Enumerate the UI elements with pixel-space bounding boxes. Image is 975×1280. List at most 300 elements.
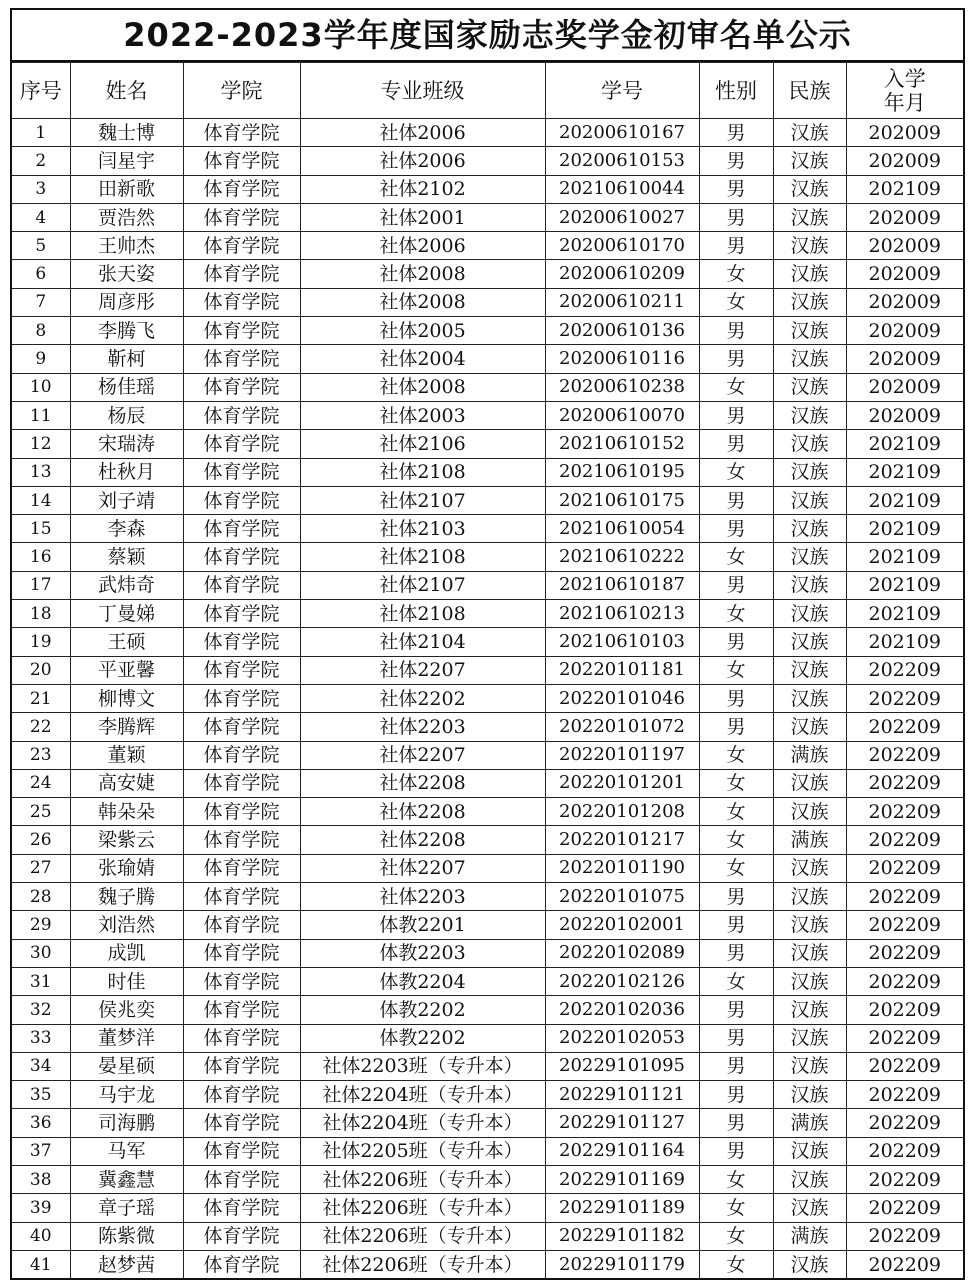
- cell-enroll-date: 202209: [846, 684, 963, 712]
- cell-college: 体育学院: [183, 288, 300, 316]
- table-row: [12, 600, 963, 628]
- cell-no: 29: [12, 911, 70, 939]
- cell-student-id: 20220102089: [545, 939, 699, 967]
- cell-college: 体育学院: [183, 826, 300, 854]
- table-body: [12, 119, 963, 1279]
- cell-enroll-date: 202209: [846, 911, 963, 939]
- cell-ethnicity: 汉族: [773, 798, 846, 826]
- cell-no: 25: [12, 798, 70, 826]
- cell-college: 体育学院: [183, 883, 300, 911]
- cell-gender: 男: [699, 401, 773, 429]
- table-row: [12, 515, 963, 543]
- cell-student-id: 20229101179: [545, 1250, 699, 1278]
- cell-name: 董颖: [70, 741, 183, 769]
- cell-enroll-date: 202109: [846, 543, 963, 571]
- cell-college: 体育学院: [183, 939, 300, 967]
- header-enroll-line1: 入学: [883, 66, 926, 91]
- cell-ethnicity: 满族: [773, 1222, 846, 1250]
- cell-enroll-date: 202009: [846, 203, 963, 231]
- cell-college: 体育学院: [183, 345, 300, 373]
- cell-no: 27: [12, 854, 70, 882]
- cell-ethnicity: 汉族: [773, 571, 846, 599]
- cell-gender: 女: [699, 1222, 773, 1250]
- cell-college: 体育学院: [183, 119, 300, 147]
- cell-name: 武炜奇: [70, 571, 183, 599]
- cell-gender: 女: [699, 656, 773, 684]
- cell-enroll-date: 202209: [846, 1024, 963, 1052]
- table-row: [12, 967, 963, 995]
- table-row: [12, 486, 963, 514]
- cell-no: 2: [12, 147, 70, 175]
- cell-name: 司海鹏: [70, 1109, 183, 1137]
- cell-college: 体育学院: [183, 401, 300, 429]
- cell-gender: 男: [699, 996, 773, 1024]
- cell-no: 5: [12, 232, 70, 260]
- cell-no: 36: [12, 1109, 70, 1137]
- cell-college: 体育学院: [183, 911, 300, 939]
- cell-name: 刘子靖: [70, 486, 183, 514]
- cell-student-id: 20220101072: [545, 713, 699, 741]
- cell-major-class: 体教2201: [300, 911, 545, 939]
- cell-major-class: 社体2107: [300, 571, 545, 599]
- cell-ethnicity: 汉族: [773, 600, 846, 628]
- table-row: [12, 119, 963, 147]
- cell-name: 闫星宇: [70, 147, 183, 175]
- cell-name: 杨佳瑶: [70, 373, 183, 401]
- cell-gender: 女: [699, 1194, 773, 1222]
- cell-gender: 男: [699, 1137, 773, 1165]
- cell-student-id: 20220101181: [545, 656, 699, 684]
- cell-student-id: 20210610187: [545, 571, 699, 599]
- cell-no: 14: [12, 486, 70, 514]
- cell-major-class: 社体2008: [300, 260, 545, 288]
- table-row: [12, 798, 963, 826]
- cell-name: 周彦彤: [70, 288, 183, 316]
- cell-college: 体育学院: [183, 317, 300, 345]
- cell-major-class: 社体2206班（专升本）: [300, 1165, 545, 1193]
- cell-student-id: 20200610167: [545, 119, 699, 147]
- cell-gender: 男: [699, 203, 773, 231]
- cell-student-id: 20210610195: [545, 458, 699, 486]
- cell-no: 12: [12, 430, 70, 458]
- cell-student-id: 20210610213: [545, 600, 699, 628]
- header-gender: 性别: [699, 63, 773, 119]
- table-row: [12, 883, 963, 911]
- cell-enroll-date: 202109: [846, 628, 963, 656]
- cell-name: 张瑜婧: [70, 854, 183, 882]
- cell-college: 体育学院: [183, 798, 300, 826]
- header-student-id: 学号: [545, 63, 699, 119]
- cell-student-id: 20220101217: [545, 826, 699, 854]
- cell-student-id: 20210610175: [545, 486, 699, 514]
- cell-gender: 男: [699, 713, 773, 741]
- cell-no: 24: [12, 769, 70, 797]
- cell-enroll-date: 202109: [846, 458, 963, 486]
- cell-ethnicity: 汉族: [773, 1165, 846, 1193]
- cell-name: 赵梦茜: [70, 1250, 183, 1278]
- cell-enroll-date: 202109: [846, 515, 963, 543]
- cell-major-class: 社体2204班（专升本）: [300, 1109, 545, 1137]
- cell-major-class: 体教2202: [300, 996, 545, 1024]
- table-row: [12, 769, 963, 797]
- cell-enroll-date: 202209: [846, 854, 963, 882]
- cell-enroll-date: 202209: [846, 1052, 963, 1080]
- cell-name: 王帅杰: [70, 232, 183, 260]
- cell-gender: 女: [699, 798, 773, 826]
- table-row: [12, 939, 963, 967]
- header-major-class: 专业班级: [300, 63, 545, 119]
- cell-college: 体育学院: [183, 1194, 300, 1222]
- cell-name: 董梦洋: [70, 1024, 183, 1052]
- cell-gender: 女: [699, 458, 773, 486]
- table-row: [12, 401, 963, 429]
- cell-college: 体育学院: [183, 1052, 300, 1080]
- cell-gender: 男: [699, 317, 773, 345]
- cell-major-class: 社体2106: [300, 430, 545, 458]
- cell-ethnicity: 汉族: [773, 373, 846, 401]
- table-row: [12, 1137, 963, 1165]
- cell-no: 34: [12, 1052, 70, 1080]
- cell-no: 39: [12, 1194, 70, 1222]
- cell-enroll-date: 202009: [846, 373, 963, 401]
- cell-major-class: 社体2104: [300, 628, 545, 656]
- cell-student-id: 20210610103: [545, 628, 699, 656]
- cell-no: 8: [12, 317, 70, 345]
- cell-gender: 男: [699, 430, 773, 458]
- cell-ethnicity: 汉族: [773, 769, 846, 797]
- cell-enroll-date: 202209: [846, 1250, 963, 1278]
- table-row: [12, 996, 963, 1024]
- table-row: [12, 1165, 963, 1193]
- cell-no: 4: [12, 203, 70, 231]
- table-row: [12, 713, 963, 741]
- cell-major-class: 社体2204班（专升本）: [300, 1081, 545, 1109]
- cell-name: 马宇龙: [70, 1081, 183, 1109]
- cell-college: 体育学院: [183, 713, 300, 741]
- cell-major-class: 社体2006: [300, 147, 545, 175]
- cell-college: 体育学院: [183, 656, 300, 684]
- cell-ethnicity: 汉族: [773, 345, 846, 373]
- cell-gender: 女: [699, 769, 773, 797]
- cell-major-class: 社体2108: [300, 543, 545, 571]
- cell-no: 13: [12, 458, 70, 486]
- cell-gender: 男: [699, 147, 773, 175]
- cell-no: 28: [12, 883, 70, 911]
- cell-student-id: 20220101190: [545, 854, 699, 882]
- cell-college: 体育学院: [183, 571, 300, 599]
- cell-name: 陈紫微: [70, 1222, 183, 1250]
- cell-student-id: 20220102001: [545, 911, 699, 939]
- table-row: [12, 430, 963, 458]
- cell-college: 体育学院: [183, 1109, 300, 1137]
- cell-no: 31: [12, 967, 70, 995]
- cell-no: 32: [12, 996, 70, 1024]
- cell-no: 16: [12, 543, 70, 571]
- table-row: [12, 628, 963, 656]
- cell-college: 体育学院: [183, 1081, 300, 1109]
- cell-ethnicity: 汉族: [773, 203, 846, 231]
- cell-student-id: 20229101121: [545, 1081, 699, 1109]
- cell-name: 靳柯: [70, 345, 183, 373]
- cell-ethnicity: 汉族: [773, 628, 846, 656]
- table-row: [12, 260, 963, 288]
- table-header: [12, 63, 963, 119]
- cell-college: 体育学院: [183, 203, 300, 231]
- cell-college: 体育学院: [183, 260, 300, 288]
- cell-enroll-date: 202109: [846, 175, 963, 203]
- cell-major-class: 社体2208: [300, 826, 545, 854]
- cell-student-id: 20220102126: [545, 967, 699, 995]
- cell-enroll-date: 202109: [846, 571, 963, 599]
- cell-name: 李腾辉: [70, 713, 183, 741]
- cell-name: 杨辰: [70, 401, 183, 429]
- cell-gender: 男: [699, 1081, 773, 1109]
- cell-ethnicity: 汉族: [773, 430, 846, 458]
- cell-student-id: 20220101075: [545, 883, 699, 911]
- cell-ethnicity: 汉族: [773, 543, 846, 571]
- cell-gender: 男: [699, 515, 773, 543]
- cell-major-class: 社体2001: [300, 203, 545, 231]
- cell-ethnicity: 汉族: [773, 1052, 846, 1080]
- cell-ethnicity: 汉族: [773, 119, 846, 147]
- cell-major-class: 社体2102: [300, 175, 545, 203]
- table-row: [12, 854, 963, 882]
- cell-gender: 男: [699, 345, 773, 373]
- cell-name: 冀鑫慧: [70, 1165, 183, 1193]
- cell-college: 体育学院: [183, 430, 300, 458]
- table-row: [12, 1250, 963, 1278]
- cell-enroll-date: 202009: [846, 119, 963, 147]
- cell-student-id: 20200610238: [545, 373, 699, 401]
- cell-enroll-date: 202209: [846, 769, 963, 797]
- cell-major-class: 社体2207: [300, 854, 545, 882]
- cell-ethnicity: 汉族: [773, 458, 846, 486]
- cell-gender: 男: [699, 571, 773, 599]
- cell-enroll-date: 202209: [846, 939, 963, 967]
- cell-enroll-date: 202209: [846, 826, 963, 854]
- cell-major-class: 社体2205班（专升本）: [300, 1137, 545, 1165]
- cell-major-class: 社体2206班（专升本）: [300, 1194, 545, 1222]
- cell-no: 37: [12, 1137, 70, 1165]
- cell-gender: 男: [699, 1052, 773, 1080]
- table-row: [12, 175, 963, 203]
- cell-student-id: 20229101164: [545, 1137, 699, 1165]
- cell-enroll-date: 202209: [846, 1109, 963, 1137]
- cell-gender: 女: [699, 543, 773, 571]
- cell-enroll-date: 202209: [846, 798, 963, 826]
- cell-gender: 女: [699, 600, 773, 628]
- cell-enroll-date: 202209: [846, 996, 963, 1024]
- cell-gender: 女: [699, 741, 773, 769]
- cell-enroll-date: 202209: [846, 883, 963, 911]
- cell-ethnicity: 汉族: [773, 883, 846, 911]
- cell-name: 丁曼娣: [70, 600, 183, 628]
- cell-no: 15: [12, 515, 70, 543]
- cell-ethnicity: 满族: [773, 826, 846, 854]
- cell-ethnicity: 汉族: [773, 288, 846, 316]
- cell-college: 体育学院: [183, 515, 300, 543]
- cell-student-id: 20200610070: [545, 401, 699, 429]
- cell-ethnicity: 满族: [773, 741, 846, 769]
- cell-enroll-date: 202109: [846, 600, 963, 628]
- cell-no: 21: [12, 684, 70, 712]
- cell-major-class: 社体2008: [300, 288, 545, 316]
- cell-no: 35: [12, 1081, 70, 1109]
- cell-student-id: 20220102053: [545, 1024, 699, 1052]
- cell-major-class: 社体2207: [300, 656, 545, 684]
- cell-ethnicity: 满族: [773, 1109, 846, 1137]
- cell-name: 王硕: [70, 628, 183, 656]
- cell-major-class: 社体2203班（专升本）: [300, 1052, 545, 1080]
- cell-no: 26: [12, 826, 70, 854]
- cell-major-class: 社体2006: [300, 119, 545, 147]
- cell-enroll-date: 202209: [846, 1194, 963, 1222]
- table-row: [12, 656, 963, 684]
- cell-ethnicity: 汉族: [773, 486, 846, 514]
- scholarship-table: [12, 62, 963, 1278]
- cell-major-class: 社体2003: [300, 401, 545, 429]
- table-row: [12, 288, 963, 316]
- cell-gender: 女: [699, 1165, 773, 1193]
- cell-college: 体育学院: [183, 967, 300, 995]
- cell-student-id: 20200610170: [545, 232, 699, 260]
- cell-ethnicity: 汉族: [773, 317, 846, 345]
- cell-name: 李森: [70, 515, 183, 543]
- cell-gender: 男: [699, 883, 773, 911]
- cell-ethnicity: 汉族: [773, 967, 846, 995]
- table-row: [12, 458, 963, 486]
- cell-student-id: 20220101197: [545, 741, 699, 769]
- cell-gender: 男: [699, 911, 773, 939]
- cell-name: 刘浩然: [70, 911, 183, 939]
- cell-student-id: 20210610222: [545, 543, 699, 571]
- cell-name: 成凯: [70, 939, 183, 967]
- table-row: [12, 203, 963, 231]
- cell-major-class: 社体2202: [300, 684, 545, 712]
- cell-no: 17: [12, 571, 70, 599]
- cell-college: 体育学院: [183, 373, 300, 401]
- cell-student-id: 20200610209: [545, 260, 699, 288]
- table-row: [12, 911, 963, 939]
- cell-major-class: 体教2203: [300, 939, 545, 967]
- document-sheet: [10, 8, 965, 1280]
- cell-major-class: 社体2107: [300, 486, 545, 514]
- table-row: [12, 345, 963, 373]
- header-enroll-date: [846, 63, 963, 119]
- cell-name: 魏子腾: [70, 883, 183, 911]
- cell-college: 体育学院: [183, 741, 300, 769]
- page-title: 2022-2023学年度国家励志奖学金初审名单公示: [12, 10, 963, 62]
- cell-enroll-date: 202209: [846, 1137, 963, 1165]
- cell-college: 体育学院: [183, 684, 300, 712]
- cell-student-id: 20229101182: [545, 1222, 699, 1250]
- cell-gender: 男: [699, 232, 773, 260]
- cell-major-class: 社体2108: [300, 600, 545, 628]
- cell-ethnicity: 汉族: [773, 713, 846, 741]
- cell-name: 蔡颖: [70, 543, 183, 571]
- cell-enroll-date: 202009: [846, 232, 963, 260]
- cell-enroll-date: 202009: [846, 345, 963, 373]
- table-row: [12, 1194, 963, 1222]
- cell-gender: 女: [699, 826, 773, 854]
- cell-gender: 男: [699, 1024, 773, 1052]
- cell-student-id: 20210610152: [545, 430, 699, 458]
- cell-ethnicity: 汉族: [773, 401, 846, 429]
- cell-enroll-date: 202209: [846, 656, 963, 684]
- cell-name: 张天姿: [70, 260, 183, 288]
- cell-student-id: 20210610054: [545, 515, 699, 543]
- cell-gender: 男: [699, 119, 773, 147]
- cell-gender: 女: [699, 288, 773, 316]
- cell-college: 体育学院: [183, 458, 300, 486]
- cell-no: 1: [12, 119, 70, 147]
- cell-student-id: 20220102036: [545, 996, 699, 1024]
- cell-gender: 女: [699, 1250, 773, 1278]
- cell-student-id: 20200610211: [545, 288, 699, 316]
- cell-major-class: 社体2203: [300, 883, 545, 911]
- cell-name: 李腾飞: [70, 317, 183, 345]
- cell-no: 22: [12, 713, 70, 741]
- cell-major-class: 社体2006: [300, 232, 545, 260]
- cell-enroll-date: 202009: [846, 288, 963, 316]
- cell-gender: 男: [699, 486, 773, 514]
- table-row: [12, 1109, 963, 1137]
- cell-college: 体育学院: [183, 996, 300, 1024]
- cell-major-class: 社体2206班（专升本）: [300, 1250, 545, 1278]
- cell-enroll-date: 202109: [846, 486, 963, 514]
- cell-no: 33: [12, 1024, 70, 1052]
- cell-ethnicity: 汉族: [773, 260, 846, 288]
- cell-name: 贾浩然: [70, 203, 183, 231]
- cell-major-class: 社体2206班（专升本）: [300, 1222, 545, 1250]
- cell-college: 体育学院: [183, 232, 300, 260]
- cell-ethnicity: 汉族: [773, 147, 846, 175]
- cell-no: 20: [12, 656, 70, 684]
- cell-ethnicity: 汉族: [773, 1137, 846, 1165]
- cell-gender: 女: [699, 967, 773, 995]
- cell-college: 体育学院: [183, 1137, 300, 1165]
- cell-enroll-date: 202009: [846, 317, 963, 345]
- cell-ethnicity: 汉族: [773, 684, 846, 712]
- cell-name: 晏星硕: [70, 1052, 183, 1080]
- cell-enroll-date: 202209: [846, 1222, 963, 1250]
- table-row: [12, 1222, 963, 1250]
- cell-gender: 男: [699, 1109, 773, 1137]
- cell-ethnicity: 汉族: [773, 1250, 846, 1278]
- cell-no: 9: [12, 345, 70, 373]
- table-row: [12, 543, 963, 571]
- cell-college: 体育学院: [183, 1250, 300, 1278]
- table-row: [12, 1024, 963, 1052]
- cell-student-id: 20229101127: [545, 1109, 699, 1137]
- cell-name: 宋瑞涛: [70, 430, 183, 458]
- header-enroll-line2: 年月: [883, 90, 926, 115]
- cell-college: 体育学院: [183, 1222, 300, 1250]
- cell-gender: 男: [699, 684, 773, 712]
- cell-college: 体育学院: [183, 1165, 300, 1193]
- cell-enroll-date: 202009: [846, 260, 963, 288]
- cell-no: 41: [12, 1250, 70, 1278]
- cell-no: 6: [12, 260, 70, 288]
- table-row: [12, 826, 963, 854]
- cell-name: 章子瑶: [70, 1194, 183, 1222]
- cell-enroll-date: 202209: [846, 713, 963, 741]
- header-row: [12, 63, 963, 119]
- cell-ethnicity: 汉族: [773, 911, 846, 939]
- header-no: 序号: [12, 63, 70, 119]
- cell-college: 体育学院: [183, 769, 300, 797]
- header-college: 学院: [183, 63, 300, 119]
